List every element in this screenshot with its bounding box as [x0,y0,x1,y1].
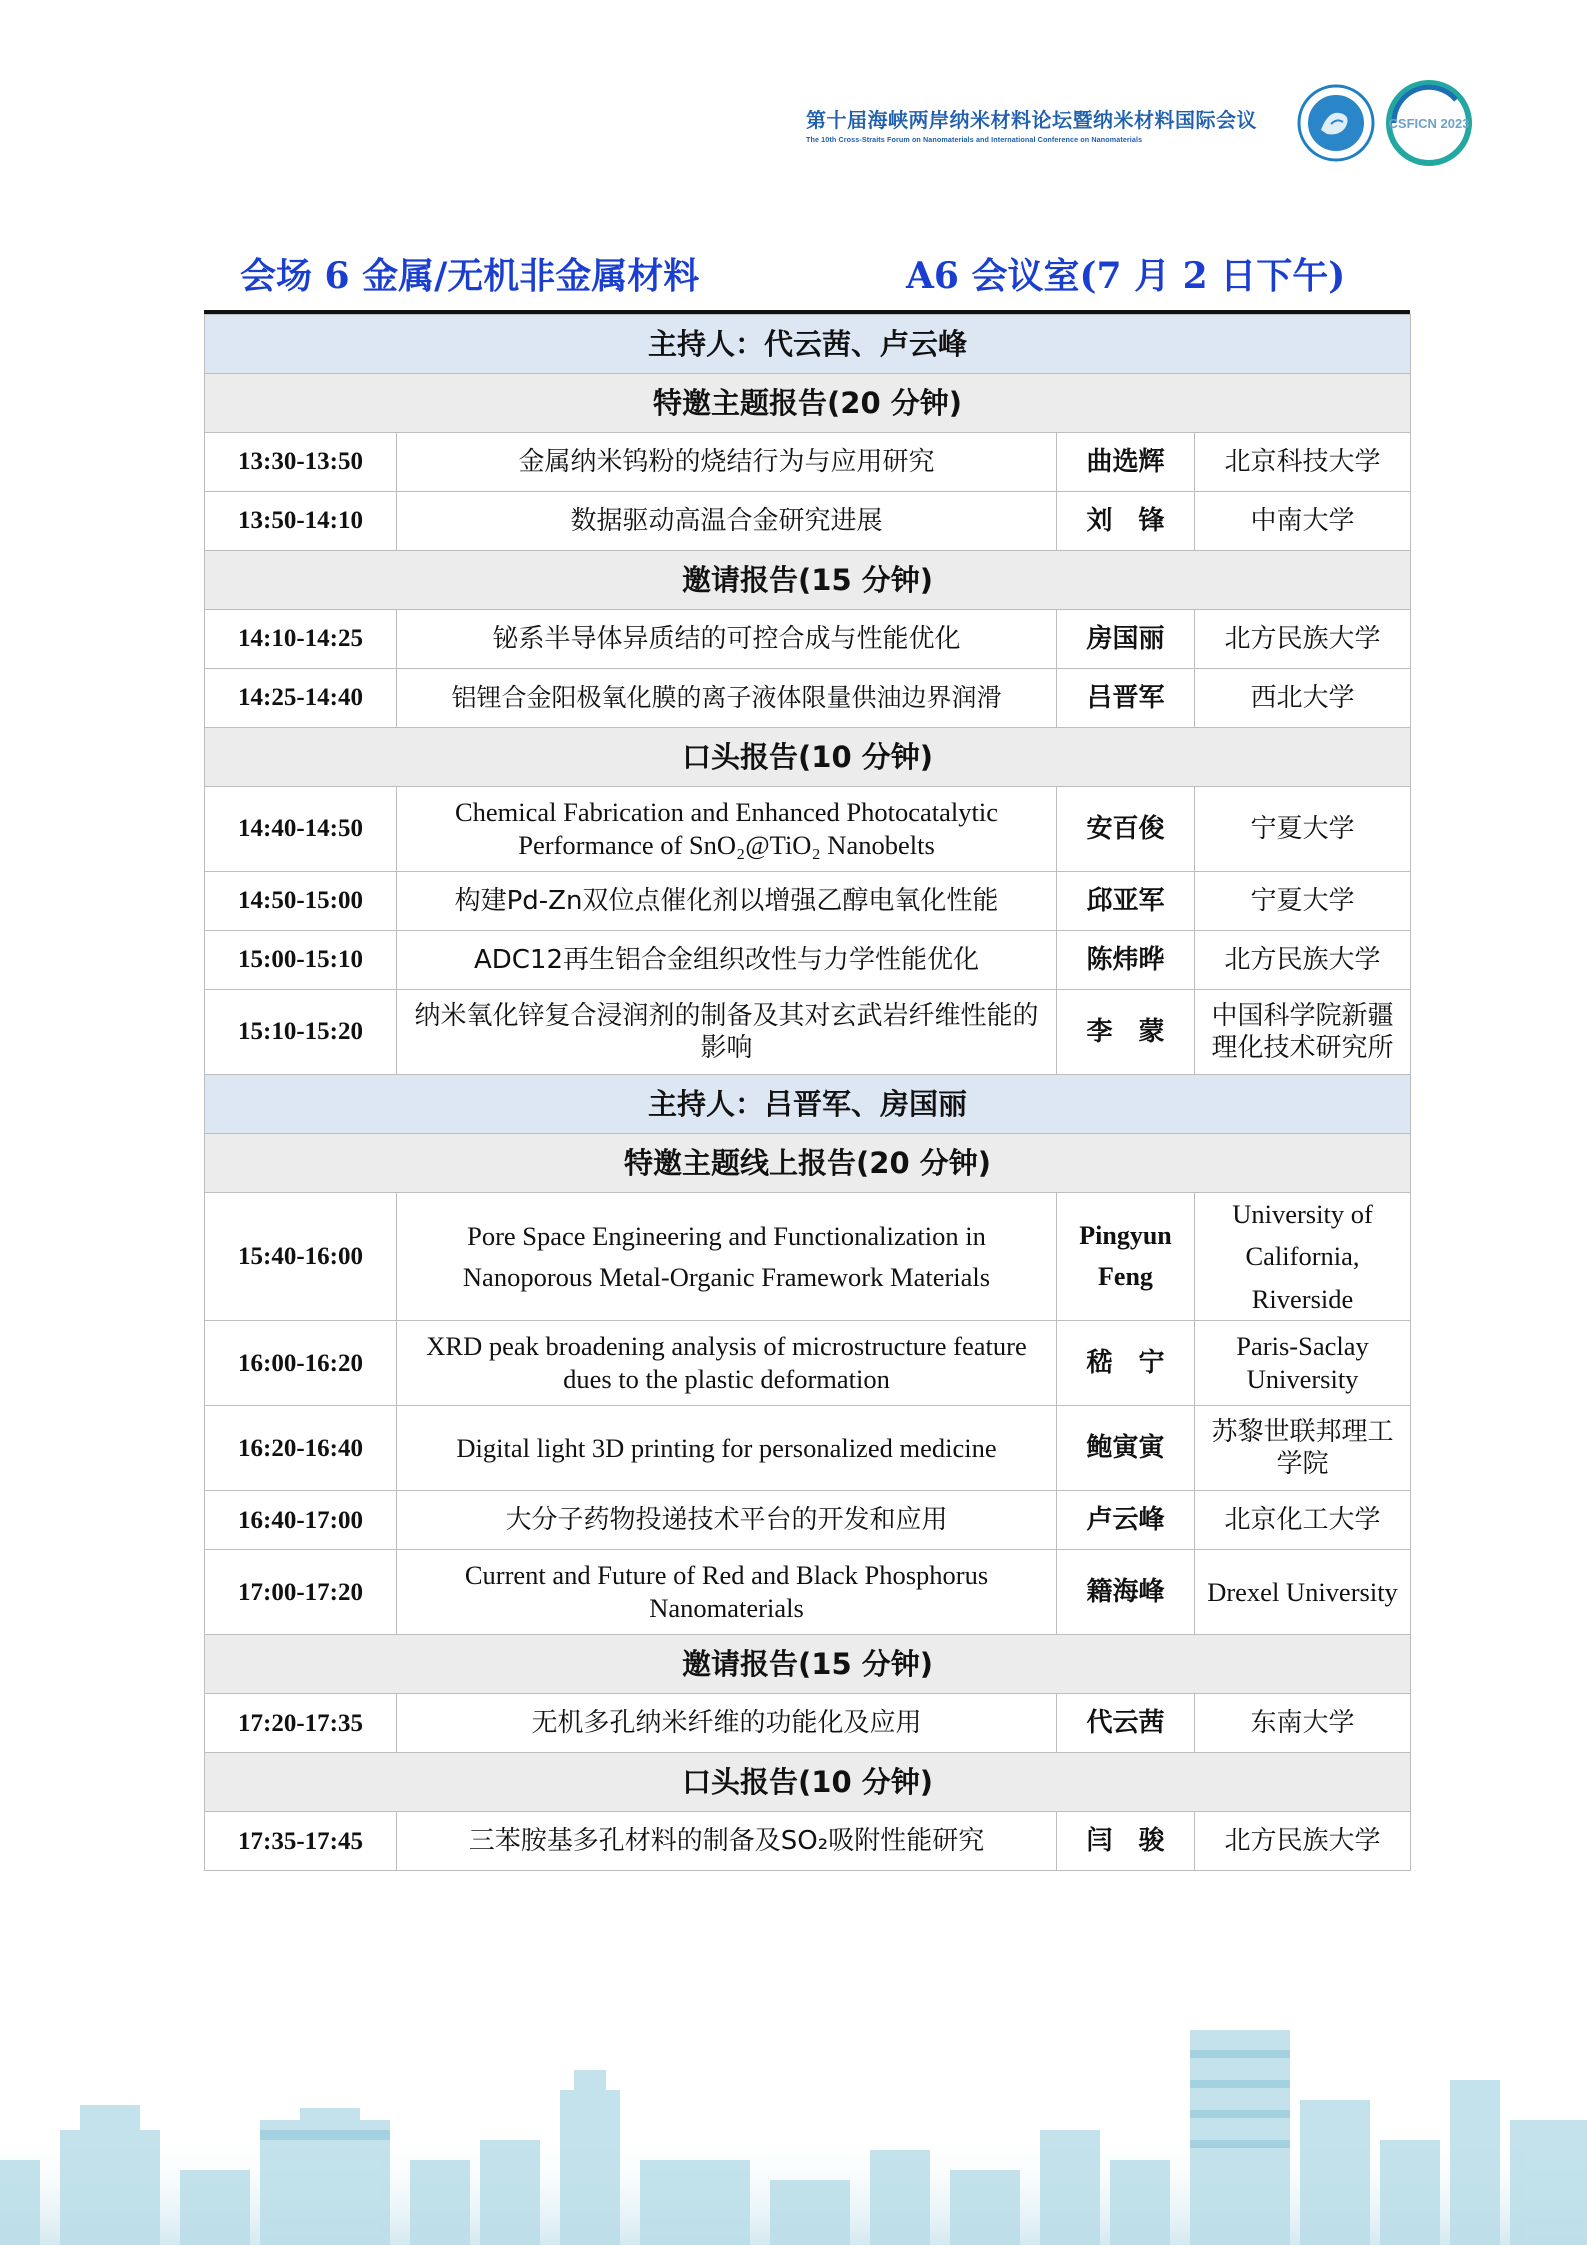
speaker-affiliation: 东南大学 [1195,1694,1411,1753]
speaker-affiliation: 宁夏大学 [1195,872,1411,931]
talk-title: 大分子药物投递技术平台的开发和应用 [397,1491,1057,1550]
talk-row [205,492,1411,551]
schedule-table [204,314,1411,1871]
speaker-affiliation: 中南大学 [1195,492,1411,551]
talk-row [205,1193,1411,1321]
csficn-logo [1386,80,1472,166]
speaker-affiliation: 苏黎世联邦理工学院 [1195,1406,1411,1491]
speaker-affiliation: Drexel University [1195,1550,1411,1635]
session-title: 会场 6 金属/无机非金属材料 [240,255,700,297]
speaker-name: 房国丽 [1057,610,1195,669]
talk-time: 15:00-15:10 [205,931,397,990]
talk-time: 17:00-17:20 [205,1550,397,1635]
talk-title: 三苯胺基多孔材料的制备及SO₂吸附性能研究 [397,1812,1057,1871]
category-label: 特邀主题报告(20 分钟) [205,374,1411,433]
talk-row [205,990,1411,1075]
speaker-affiliation: 西北大学 [1195,669,1411,728]
category-label: 口头报告(10 分钟) [205,728,1411,787]
speaker-affiliation: 北方民族大学 [1195,610,1411,669]
speaker-name: 代云茜 [1057,1694,1195,1753]
category-row [205,551,1411,610]
talk-time: 13:50-14:10 [205,492,397,551]
speaker-name: 闫 骏 [1057,1812,1195,1871]
talk-title: Chemical Fabrication and Enhanced Photocatalytic Performance of SnO₂@TiO₂ Nanobelts [397,787,1057,872]
host-row [205,1075,1411,1134]
city-skyline-decoration [0,2010,1587,2245]
talk-title: 数据驱动高温合金研究进展 [397,492,1057,551]
talk-time: 15:40-16:00 [205,1193,397,1321]
talk-row [205,931,1411,990]
talk-title: 构建Pd-Zn双位点催化剂以增强乙醇电氧化性能 [397,872,1057,931]
speaker-name: 鲍寅寅 [1057,1406,1195,1491]
category-label: 口头报告(10 分钟) [205,1753,1411,1812]
talk-row [205,1812,1411,1871]
talk-row [205,787,1411,872]
talk-row [205,1406,1411,1491]
speaker-name: 吕晋军 [1057,669,1195,728]
talk-row [205,1694,1411,1753]
talk-time: 14:40-14:50 [205,787,397,872]
speaker-name: 李 蒙 [1057,990,1195,1075]
conference-header [806,104,1276,144]
speaker-name: 安百俊 [1057,787,1195,872]
talk-time: 14:10-14:25 [205,610,397,669]
speaker-name: 陈炜晔 [1057,931,1195,990]
talk-title: XRD peak broadening analysis of microstructure feature dues to the plastic deformation [397,1321,1057,1406]
talk-title: ADC12再生铝合金组织改性与力学性能优化 [397,931,1057,990]
speaker-affiliation: 宁夏大学 [1195,787,1411,872]
talk-title: 纳米氧化锌复合浸润剂的制备及其对玄武岩纤维性能的影响 [397,990,1057,1075]
speaker-affiliation: Paris-Saclay University [1195,1321,1411,1406]
conference-title-cn: 第十届海峡两岸纳米材料论坛暨纳米材料国际会议 [806,108,1257,132]
category-row [205,728,1411,787]
talk-title: Current and Future of Red and Black Phosphorus Nanomaterials [397,1550,1057,1635]
speaker-name: 嵇 宁 [1057,1321,1195,1406]
talk-time: 14:50-15:00 [205,872,397,931]
talk-row [205,610,1411,669]
talk-time: 13:30-13:50 [205,433,397,492]
category-row [205,1753,1411,1812]
host-row [205,315,1411,374]
category-row [205,1635,1411,1694]
host-label: 主持人：代云茜、卢云峰 [205,315,1411,374]
talk-row [205,872,1411,931]
talk-row [205,1321,1411,1406]
category-label: 邀请报告(15 分钟) [205,551,1411,610]
speaker-affiliation: 北方民族大学 [1195,1812,1411,1871]
speaker-affiliation: 北方民族大学 [1195,931,1411,990]
talk-title: Digital light 3D printing for personalized medicine [397,1406,1057,1491]
talk-time: 16:40-17:00 [205,1491,397,1550]
talk-time: 17:35-17:45 [205,1812,397,1871]
talk-time: 16:20-16:40 [205,1406,397,1491]
room-and-date: A6 会议室(7 月 2 日下午) [906,255,1346,297]
talk-title: Pore Space Engineering and Functionalization in Nanoporous Metal-Organic Framework Materials [397,1193,1057,1321]
speaker-name: 邱亚军 [1057,872,1195,931]
svg-text:CSFICN 2023: CSFICN 2023 [1388,116,1470,131]
host-label: 主持人：吕晋军、房国丽 [205,1075,1411,1134]
speaker-name: 籍海峰 [1057,1550,1195,1635]
conference-title-en: The 10th Cross-Straits Forum on Nanomaterials and International Conference on Nanomaterials [806,135,1143,144]
speaker-name: Pingyun Feng [1057,1193,1195,1321]
category-label: 特邀主题线上报告(20 分钟) [205,1134,1411,1193]
category-row [205,374,1411,433]
talk-row [205,433,1411,492]
talk-title: 铝锂合金阳极氧化膜的离子液体限量供油边界润滑 [397,669,1057,728]
talk-row [205,1491,1411,1550]
talk-row [205,1550,1411,1635]
category-label: 邀请报告(15 分钟) [205,1635,1411,1694]
speaker-name: 卢云峰 [1057,1491,1195,1550]
talk-title: 铋系半导体异质结的可控合成与性能优化 [397,610,1057,669]
talk-title: 无机多孔纳米纤维的功能化及应用 [397,1694,1057,1753]
speaker-affiliation: 北京科技大学 [1195,433,1411,492]
talk-title: 金属纳米钨粉的烧结行为与应用研究 [397,433,1057,492]
talk-time: 17:20-17:35 [205,1694,397,1753]
speaker-affiliation: 北京化工大学 [1195,1491,1411,1550]
university-logo [1297,84,1375,162]
speaker-affiliation: 中国科学院新疆理化技术研究所 [1195,990,1411,1075]
talk-row [205,669,1411,728]
category-row [205,1134,1411,1193]
talk-time: 14:25-14:40 [205,669,397,728]
speaker-name: 刘 锋 [1057,492,1195,551]
talk-time: 16:00-16:20 [205,1321,397,1406]
speaker-affiliation: University of California, Riverside [1195,1193,1411,1321]
speaker-name: 曲选辉 [1057,433,1195,492]
talk-time: 15:10-15:20 [205,990,397,1075]
